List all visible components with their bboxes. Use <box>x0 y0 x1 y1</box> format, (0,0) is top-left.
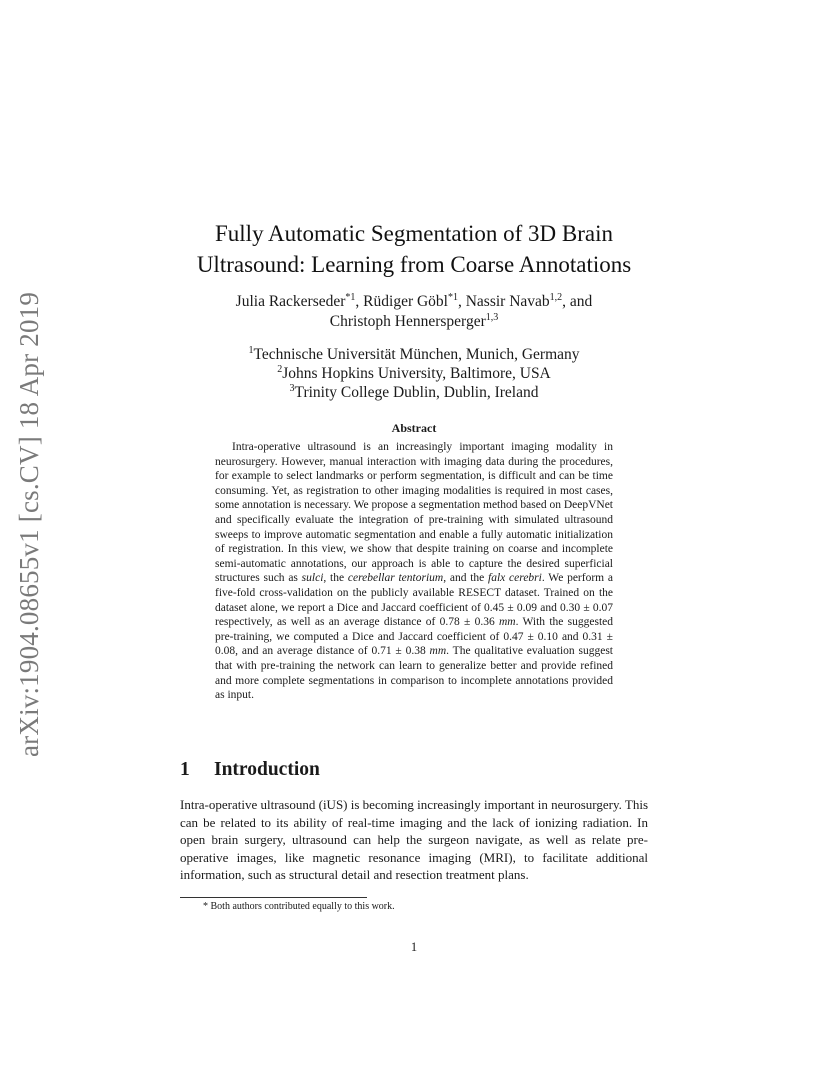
author-name: Nassir Navab <box>465 293 550 310</box>
title-line-2: Ultrasound: Learning from Coarse Annotations <box>196 252 632 277</box>
footnote: * Both authors contributed equally to this work. <box>203 901 395 912</box>
abstract-body <box>215 440 613 703</box>
affiliation-text: Technische Universität München, Munich, Germany <box>253 346 580 363</box>
abstract-text: , and the <box>443 572 489 585</box>
author-name: Rüdiger Göbl <box>363 293 448 310</box>
author-separator: , <box>355 293 364 310</box>
abstract-emphasis: cerebellar tentorium <box>347 572 444 585</box>
affiliation-item <box>120 345 708 364</box>
abstract-text: Intra-operative ultrasound is an increasingly important imaging modality in neurosurgery. However, manual interaction with imaging data during the procedures, for example to select landmarks or perform segmentation, is difficult and can be time consuming. Yet, as registration to other imaging modalities is required in most cases, some annotation is necessary. We propose a segmentation method based on DeepVNet and specifically evaluate the integration of pre-training with simulated ultrasound sweeps to improve automatic segmentation and enable a fully automatic initialization of registration. In this view, we show that despite training on coarse and incomplete semi-automatic annotations, our approach is able to capture the desired superficial structures such as <box>215 441 613 585</box>
affiliation-mark: 2 <box>277 363 283 375</box>
abstract-emphasis: falx cerebri <box>488 572 542 585</box>
abstract-text: . We perform a five-fold cross-validation on the publicly available RESECT dataset. Trained on the dataset alone, we report a Dice and Jaccard coefficient of 0.45 ± 0.09 and 0.30 ± 0.07 respectively, as well as an average distance of 0.78 ± 0.36 <box>215 572 613 629</box>
section-title-text: Introduction <box>214 759 320 780</box>
introduction-paragraph: Intra-operative ultrasound (iUS) is becoming increasingly important in neurosurgery. This can be related to its ability of real-time imaging and the lack of ionizing radiation. In open brain surgery, ultrasound can help the surgeon navigate, as well as relate pre-operative images, like magnetic resonance imaging (MRI), to facilitate additional information, such as structural detail and resection treatment plans. <box>180 797 649 882</box>
affiliation-mark: 3 <box>289 382 295 394</box>
abstract-text: , the <box>323 572 348 585</box>
affiliation-item <box>120 383 708 402</box>
author-affil-mark: *1 <box>345 291 356 303</box>
introduction-body <box>180 796 648 884</box>
page-number: 1 <box>410 940 418 954</box>
author-name: Christoph Hennersperger <box>329 313 486 330</box>
author-name: Julia Rackerseder <box>235 293 346 310</box>
abstract-unit: mm <box>498 616 516 629</box>
footnote-divider <box>180 897 367 898</box>
abstract-paragraph <box>215 440 613 703</box>
affiliation-text: Johns Hopkins University, Baltimore, USA <box>282 365 551 382</box>
section-heading <box>180 759 320 781</box>
section-number: 1 <box>180 759 190 780</box>
author-list <box>120 292 708 332</box>
author-affil-mark: 1,3 <box>485 311 499 323</box>
arxiv-identifier-stamp: arXiv:1904.08655v1 [cs.CV] 18 Apr 2019 <box>14 291 44 757</box>
abstract-emphasis: sulci <box>301 572 324 585</box>
affiliation-text: Trinity College Dublin, Dublin, Ireland <box>294 384 539 401</box>
author-line-1 <box>120 292 708 312</box>
abstract-text: . The qualitative evaluation suggest that with pre-training the network can learn to generalize better and provide refined and more complete segmentations in comparison to incomplete annotations provided as input. <box>215 645 613 702</box>
paper-title <box>120 218 708 280</box>
author-affil-mark: 1,2 <box>549 291 563 303</box>
author-separator: , and <box>562 293 593 310</box>
affiliation-mark: 1 <box>248 344 254 356</box>
author-affil-mark: *1 <box>447 291 458 303</box>
title-line-1: Fully Automatic Segmentation of 3D Brain <box>215 221 613 246</box>
affiliation-list <box>120 345 708 402</box>
author-line-2 <box>120 312 708 332</box>
author-separator: , <box>457 293 466 310</box>
abstract-heading: Abstract <box>391 421 437 435</box>
affiliation-item <box>120 364 708 383</box>
abstract-text: . With the suggested pre-training, we computed a Dice and Jaccard coefficient of 0.47 ± 0.10 and 0.31 ± 0.08, and an average distance of 0.71 ± 0.38 <box>215 616 613 658</box>
abstract-unit: mm <box>429 645 447 658</box>
